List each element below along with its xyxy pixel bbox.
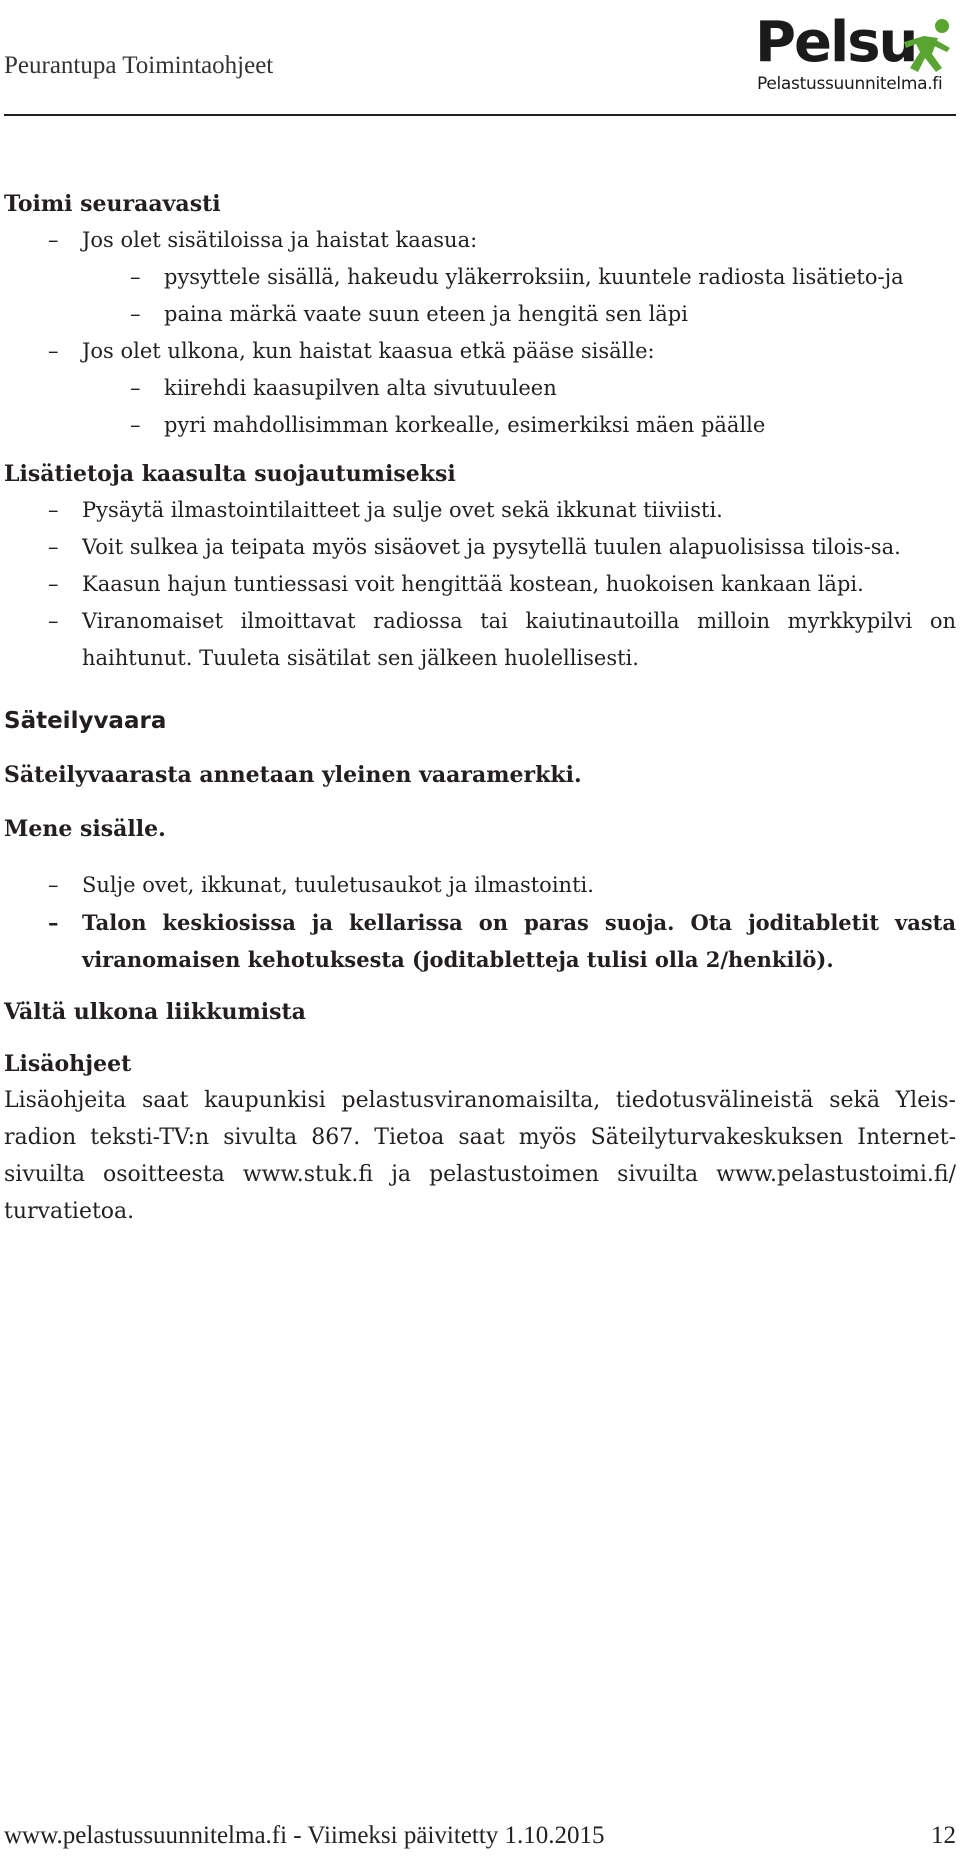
- avoid-outside: Vältä ulkona liikkumista: [4, 999, 306, 1025]
- pelsu-logo: [755, 12, 960, 100]
- page-number: 12: [931, 1822, 956, 1849]
- page-footer: [4, 1822, 956, 1858]
- logo-wordmark: Pelsu: [755, 10, 917, 75]
- heading-toimi: Toimi seuraavasti: [4, 191, 221, 217]
- heading-lisatietoja: Lisätietoja kaasulta suojautumiseksi: [4, 461, 456, 487]
- running-person-icon: [898, 18, 956, 74]
- page-content: [4, 186, 956, 1230]
- header-divider: [4, 114, 956, 116]
- list-item: – Sulje ovet, ikkunat, tuuletusaukot ja ilmastointi.: [82, 867, 956, 904]
- list-item: – Kaasun hajun tuntiessasi voit hengittää kostean, huokoisen kankaan läpi.: [82, 566, 956, 603]
- list-item: – kiirehdi kaasupilven alta sivutuuleen: [164, 370, 956, 407]
- list-item: [82, 222, 956, 259]
- outside-sublist: [4, 370, 956, 444]
- inside-sublist: [4, 259, 956, 333]
- sateily-list: [4, 867, 956, 978]
- list-item: – Pysäytä ilmastointilaitteet ja sulje ovet sekä ikkunat tiiviisti.: [82, 492, 956, 529]
- document-title: Peurantupa Toimintaohjeet: [4, 52, 274, 79]
- list-item: – paina märkä vaate suun eteen ja hengitä sen läpi: [164, 296, 956, 333]
- toimi-list: [4, 222, 956, 259]
- logo-subtitle: Pelastussuunnitelma.fi: [757, 74, 943, 94]
- footer-text: www.pelastussuunnitelma.fi - Viimeksi päivitetty 1.10.2015: [4, 1822, 605, 1849]
- list-item: – pysyttele sisällä, hakeudu yläkerroksiin, kuuntele radiosta lisätieto-ja: [164, 259, 956, 296]
- lisatietoja-list: [4, 492, 956, 677]
- toimi-list-2: [4, 333, 956, 370]
- sateily-warning: Säteilyvaarasta annetaan yleinen vaaramerkki.: [4, 762, 582, 788]
- heading-sateilyvaara: Säteilyvaara: [4, 708, 167, 734]
- list-item: – Jos olet ulkona, kun haistat kaasua etkä pääse sisälle:: [82, 333, 956, 370]
- heading-lisaohjeet: Lisäohjeet: [4, 1051, 132, 1077]
- list-item: – Voit sulkea ja teipata myös sisäovet ja pysytellä tuulen alapuolisissa tilois-sa.: [82, 529, 956, 566]
- list-item: – pyri mahdollisimman korkealle, esimerkiksi mäen päälle: [164, 407, 956, 444]
- list-item: – Talon keskiosissa ja kellarissa on paras suoja. Ota joditabletit vasta viranomaisen kehotuksesta (joditabletteja tulisi olla 2/henkilö).: [82, 904, 956, 978]
- list-item: – Viranomaiset ilmoittavat radiossa tai kaiutinautoilla milloin myrkkypilvi on haihtunut. Tuuleta sisätilat sen jälkeen huolellisesti.: [82, 603, 956, 677]
- lisaohjeet-body: Lisäohjeita saat kaupunkisi pelastusviranomaisilta, tiedotusvälineistä sekä Yleis-radion teksti-TV:n sivulta 867. Tietoa saat myös Säteilyturvakeskuksen Internet-sivuilta osoitteesta www.stuk.fi ja pelastustoimen sivuilta www.pelastustoimi.fi/ turvatietoa.: [4, 1088, 956, 1224]
- page-header: [0, 0, 960, 118]
- inside-intro: Jos olet sisätiloissa ja haistat kaasua:: [82, 228, 478, 252]
- go-inside: Mene sisälle.: [4, 816, 166, 842]
